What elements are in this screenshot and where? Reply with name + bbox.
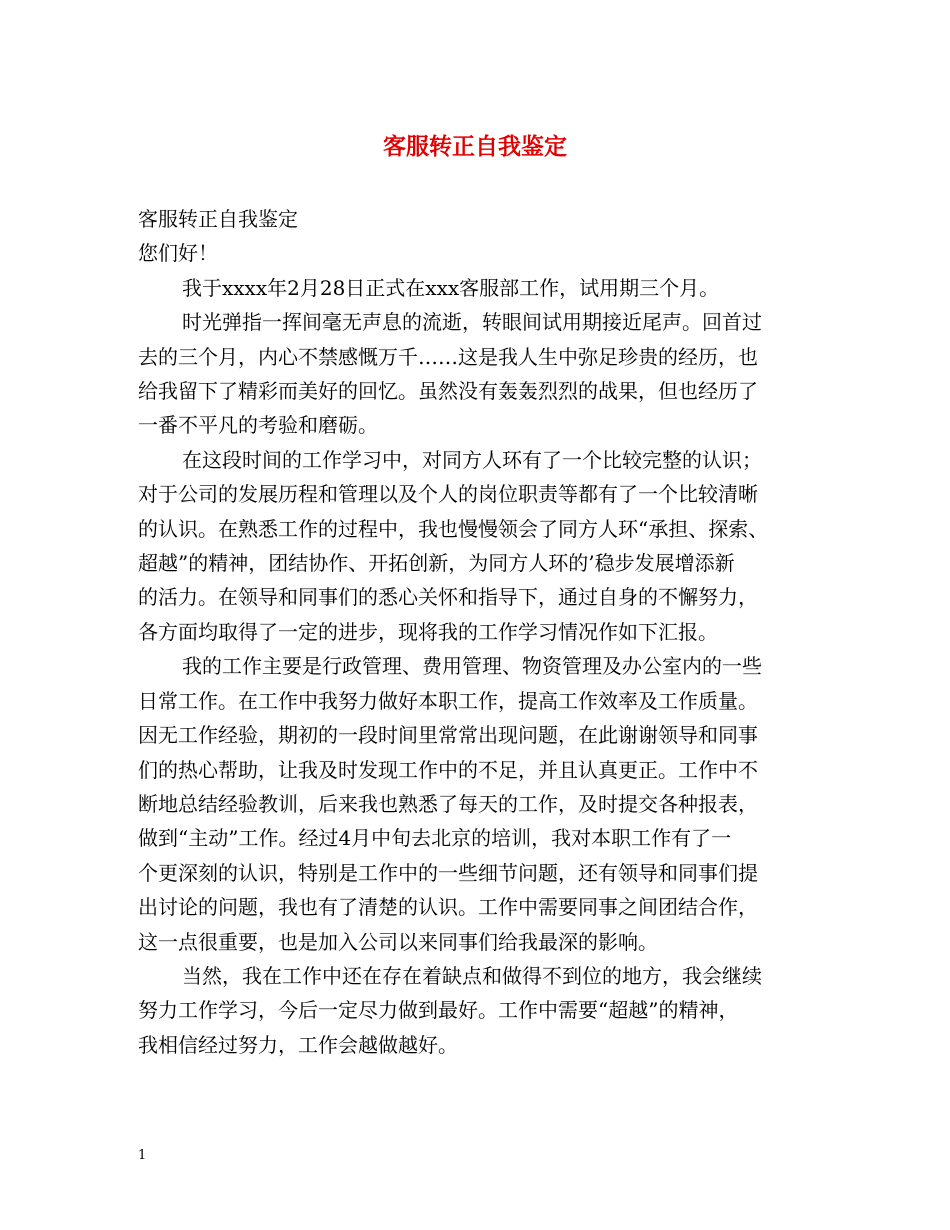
- text-line: 的活力。在领导和同事们的悉心关怀和指导下，通过自身的不懈努力，: [138, 585, 758, 610]
- text-line: 对于公司的发展历程和管理以及个人的岗位职责等都有了一个比较清晰: [138, 482, 758, 507]
- text-line: 们的热心帮助，让我及时发现工作中的不足，并且认真更正。工作中不: [138, 757, 758, 782]
- text-line: 我于xxxx年2月28日正式在xxx客服部工作，试用期三个月。: [182, 275, 720, 300]
- text-line: 日常工作。在工作中我努力做好本职工作，提高工作效率及工作质量。: [138, 688, 758, 713]
- text-line: 给我留下了精彩而美好的回忆。虽然没有轰轰烈烈的战果，但也经历了: [138, 379, 758, 404]
- text-line: 一番不平凡的考验和磨砺。: [138, 413, 378, 438]
- text-line: 的认识。在熟悉工作的过程中，我也慢慢领会了同方人环“承担、探索、: [138, 516, 769, 541]
- text-line: 客服转正自我鉴定: [138, 207, 298, 231]
- document-body: [138, 202, 828, 1062]
- text-line: 去的三个月，内心不禁感慨万千……这是我人生中弥足珍贵的经历，也: [138, 344, 758, 369]
- document-title: 客服转正自我鉴定: [383, 133, 567, 160]
- text-line: 我的工作主要是行政管理、费用管理、物资管理及办公室内的一些: [182, 654, 762, 679]
- text-line: 我相信经过努力，工作会越做越好。: [138, 1032, 458, 1057]
- text-line: 您们好！: [138, 241, 218, 266]
- text-line: 当然，我在工作中还在存在着缺点和做得不到位的地方，我会继续: [182, 963, 762, 988]
- text-line: 这一点很重要，也是加入公司以来同事们给我最深的影响。: [138, 929, 658, 954]
- text-line: 断地总结经验教训，后来我也熟悉了每天的工作，及时提交各种报表，: [138, 791, 758, 816]
- text-line: 个更深刻的认识，特别是工作中的一些细节问题，还有领导和同事们提: [138, 860, 758, 885]
- text-line: 超越”的精神，团结协作、开拓创新，为同方人环的’稳步发展增添新: [138, 551, 735, 576]
- page-number: 1: [138, 1148, 147, 1163]
- text-line: 努力工作学习，今后一定尽力做到最好。工作中需要“超越”的精神，: [138, 998, 739, 1023]
- text-line: 做到“主动”工作。经过4月中旬去北京的培训，我对本职工作有了一: [138, 826, 732, 851]
- text-line: 因无工作经验，期初的一段时间里常常出现问题，在此谢谢领导和同事: [138, 723, 758, 748]
- text-line: 时光弹指一挥间毫无声息的流逝，转眼间试用期接近尾声。回首过: [182, 310, 762, 335]
- text-line: 出讨论的问题，我也有了清楚的认识。工作中需要同事之间团结合作，: [138, 895, 758, 920]
- text-line: 各方面均取得了一定的进步，现将我的工作学习情况作如下汇报。: [138, 619, 718, 644]
- text-line: 在这段时间的工作学习中，对同方人环有了一个比较完整的认识；: [182, 447, 762, 472]
